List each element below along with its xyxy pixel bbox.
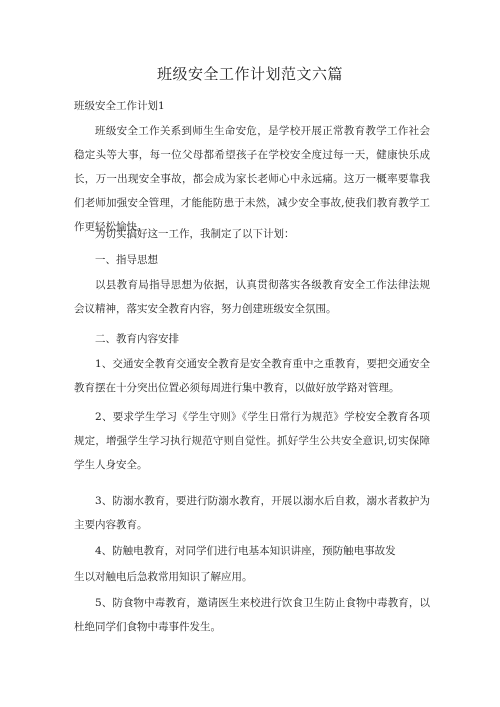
document-subtitle: 班级安全工作计划1 [74,100,165,112]
item-2-paragraph: 2、要求学生学习《学生守则》《学生日常行为规范》学校安全教育各项规定，增强学生学习执行规范守则自觉性。抓好学生公共安全意识,切实保障学生人身安全。 [74,411,430,471]
item-1-paragraph: 1、交通安全教育交通安全教育是安全教育重中之重教育，要把交通安全教育摆在十分突出位置必须每周进行集中教育，以做好放学路对管理。 [74,358,430,394]
section-2-heading: 二、教育内容安排 [95,333,179,345]
section-1-paragraph: 以县教育局指导思想为依据，认真贯彻落实各级教育安全工作法律法规会议精神，落实安全教育内容，努力创建班级安全氛围。 [74,279,430,315]
item-4-line-1: 4、防触电教育，对同学们进行电基本知识讲座，预防触电事故发 [95,545,396,557]
intro-paragraph: 班级安全工作关系到师生生命安危，是学校开展正常教育教学工作社会稳定头等大事，每一位父母都希望孩子在学校安全度过每一天，健康快乐成长，万一出现安全事故，都会成为家长老师心中永远痛。这万一概率要靠我们老师加强安全管理，才能能防患于未然，减少安全事故,使我们教育教学工作更轻松愉快。 [74,125,430,233]
document-title: 班级安全工作计划范文六篇 [156,65,343,83]
item-3-paragraph: 3、防溺水教育，要进行防溺水教育，开展以溺水后自救，溺水者救护为主要内容教育。 [74,495,430,531]
section-1-heading: 一、指导思想 [95,254,158,266]
purpose-line: 为切实搞好这一工作，我制定了以下计划： [95,228,295,240]
item-4-line-2: 生以对触电后急救常用知识了解应用。 [74,571,253,583]
item-5-paragraph: 5、防食物中毒教育，邀请医生来校进行饮食卫生防止食物中毒教育，以杜绝同学们食物中毒事件发生。 [74,597,430,633]
